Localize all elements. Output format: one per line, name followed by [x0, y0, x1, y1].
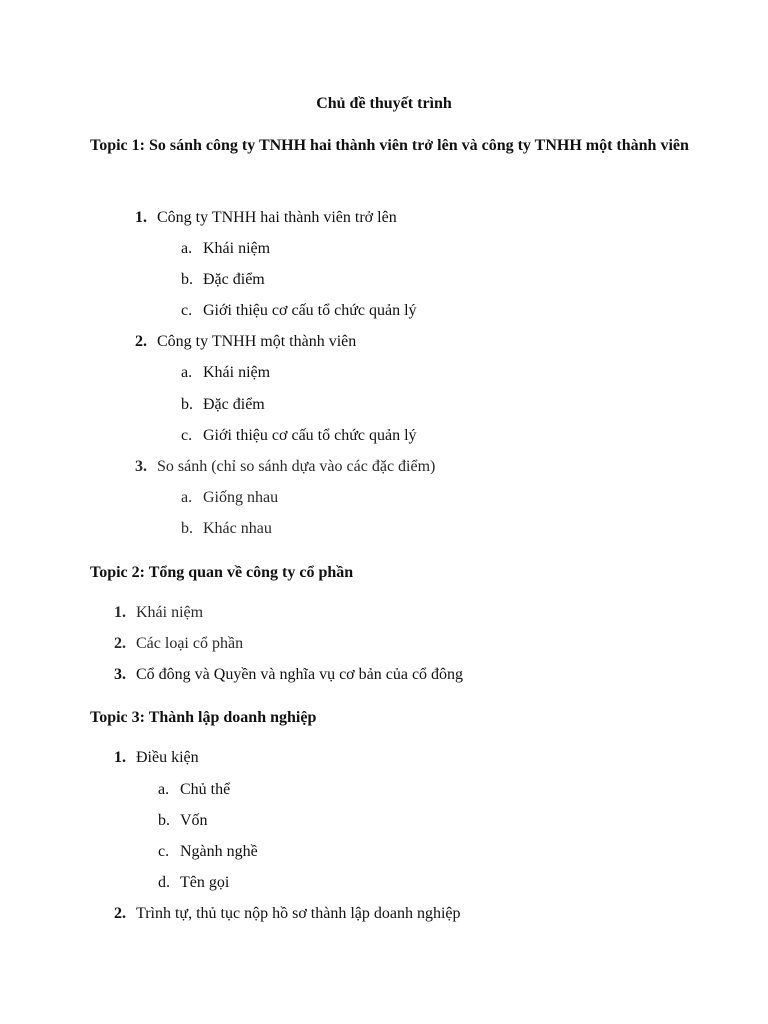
sub-list-letter: a. [181, 489, 193, 506]
list-item-text: Công ty TNHH một thành viên [157, 333, 357, 350]
sub-list-item [181, 269, 265, 291]
list-item [114, 664, 463, 686]
list-item-text: Điều kiện [136, 749, 199, 766]
list-item [114, 903, 461, 925]
sub-list-letter: c. [158, 843, 170, 860]
list-item [135, 207, 397, 229]
sub-list-text: Khái niệm [203, 364, 271, 381]
sub-list-item [181, 300, 417, 322]
sub-list-letter: a. [181, 364, 193, 381]
list-item [114, 633, 243, 655]
sub-list-item [181, 362, 270, 384]
list-number: 2. [135, 333, 147, 350]
list-number: 3. [135, 458, 147, 475]
list-item-text: So sánh (chỉ so sánh dựa vào các đặc điểm) [157, 458, 436, 475]
sub-list-letter: b. [181, 396, 193, 413]
sub-list-item [158, 810, 208, 832]
sub-list-item [181, 238, 270, 260]
sub-list-text: Giống nhau [203, 489, 279, 506]
sub-list-letter: c. [181, 427, 193, 444]
list-item-text: Khái niệm [136, 604, 204, 621]
sub-list-item [181, 394, 265, 416]
sub-list-text: Ngành nghề [180, 843, 258, 860]
sub-list-text: Chủ thể [180, 781, 231, 798]
list-number: 1. [114, 749, 126, 766]
sub-list-item [181, 425, 417, 447]
sub-list-item [181, 518, 272, 540]
list-item-text: Trình tự, thủ tục nộp hồ sơ thành lập doanh nghiệp [136, 905, 461, 922]
sub-list-text: Đặc điểm [203, 396, 265, 413]
sub-list-letter: b. [181, 271, 193, 288]
sub-list-item [158, 779, 230, 801]
list-item [135, 456, 435, 478]
sub-list-letter: a. [181, 240, 193, 257]
sub-list-letter: a. [158, 781, 170, 798]
list-item [114, 602, 203, 624]
list-item-text: Cổ đông và Quyền và nghĩa vụ cơ bản của cổ đông [136, 666, 464, 683]
list-item-text: Công ty TNHH hai thành viên trở lên [157, 209, 397, 226]
sub-list-item [158, 841, 258, 863]
list-number: 1. [135, 209, 147, 226]
list-item [135, 331, 356, 353]
sub-list-item [158, 872, 229, 894]
list-item [114, 747, 199, 769]
list-item-text: Các loại cổ phần [136, 635, 244, 652]
sub-list-text: Khác nhau [203, 520, 272, 537]
list-number: 1. [114, 604, 126, 621]
list-number: 2. [114, 635, 126, 652]
sub-list-text: Vốn [180, 812, 208, 829]
topic-2-heading: Topic 2: Tổng quan về công ty cổ phần [90, 564, 354, 581]
sub-list-letter: c. [181, 302, 193, 319]
list-number: 3. [114, 666, 126, 683]
topic-1-heading: Topic 1: So sánh công ty TNHH hai thành viên trở lên và công ty TNHH một thành viên [90, 137, 689, 154]
topic-3-heading: Topic 3: Thành lập doanh nghiệp [90, 709, 317, 726]
sub-list-text: Khái niệm [203, 240, 271, 257]
sub-list-text: Đặc điểm [203, 271, 265, 288]
document-title: Chủ đề thuyết trình [316, 95, 452, 112]
sub-list-text: Giới thiệu cơ cấu tổ chức quản lý [203, 302, 417, 319]
sub-list-text: Giới thiệu cơ cấu tổ chức quản lý [203, 427, 417, 444]
sub-list-text: Tên gọi [180, 874, 230, 891]
sub-list-letter: d. [158, 874, 170, 891]
sub-list-item [181, 487, 278, 509]
sub-list-letter: b. [181, 520, 193, 537]
sub-list-letter: b. [158, 812, 170, 829]
list-number: 2. [114, 905, 126, 922]
